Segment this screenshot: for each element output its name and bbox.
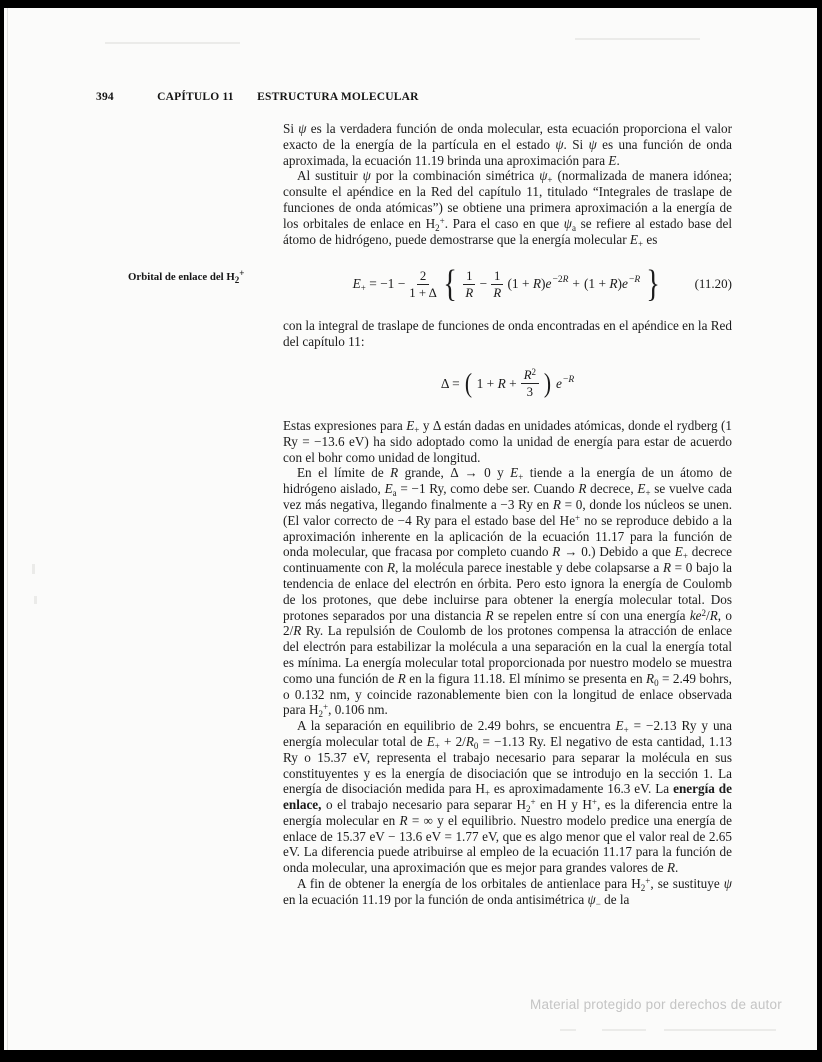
equation-body <box>441 368 574 400</box>
fraction: $\frac{2}{1 + \Delta}$ <box>409 268 437 300</box>
scan-artifact <box>560 1029 576 1031</box>
equation-number: (11.20) <box>694 276 732 292</box>
fraction: $\frac{1}{R}$ <box>463 269 475 301</box>
chapter-title: ESTRUCTURA MOLECULAR <box>257 91 419 103</box>
minus-sign: − <box>479 276 488 292</box>
body-paragraph: Si ψ es la verdadera función de onda molecular, esta ecuación proporciona el valor exacto de la energía de la partícula en el estado ψ. Si ψ es una función de onda aproximada, la ecuación 11.19 brinda una aproximación para E. <box>283 121 733 168</box>
body-paragraph: A la separación en equilibrio de 2.49 bohrs, se encuentra $E_+ = -2.13$ Ry y una energía molecular total de $E_+ + 2/R_0 = -1.13$ Ry. El negativo de esta cantidad, 1.13 Ry o 15.37 eV, representa el trabajo necesario para separar la molécula en sus constituyentes y es la energía de disociación que se introdujo en la sección 1. La energía de disociación medida para $H_+$ es aproximadamente 16.3 eV. La energía de enlace, o el trabajo necesario para separar $H_2^+$ en H y H+, es la diferencia entre la energía molecular en R = ∞ y el equilibrio. Nuestro modelo predice una energía de enlace de 15.37 eV − 13.6 eV = 1.77 eV, que es algo menor que el valor real de 2.65 eV. La diferencia puede atribuirse al empleo de la ecuación 11.17 para la función de onda molecular, una aproximación que es mejor para grandes valores de R. <box>283 718 733 876</box>
open-paren: ( <box>464 368 472 399</box>
plus-sign: + <box>572 276 580 292</box>
body-paragraph: A fin de obtener la energía de los orbitales de antienlace para $H_2^+$, se sustituye ψ en la ecuación 11.19 por la función de onda antisimétrica $\psi_-$ de la <box>283 876 732 909</box>
body-paragraph: Al sustituir ψ por la combinación simétrica $\psi_+$ (normalizada de manera idónea; consulte el apéndice en la Red del capítulo 11, titulado “Integrales de traslape de funciones de onda atómicas”) se obtiene una primera aproximación a la energía de los orbitales de enlace en $H_2^+$. Para el caso en que $\psi_a$ se refiere al estado base del átomo de hidrógeno, puede demostrarse que la energía molecular $E_+$ es <box>283 168 733 249</box>
eq-term: $e^{-R}$ <box>556 375 575 392</box>
equation-11-20 <box>128 260 732 308</box>
margin-note: Orbital de enlace del $H_2^+$ <box>128 268 245 286</box>
scan-artifact <box>602 1029 646 1031</box>
text-column <box>128 121 733 909</box>
book-page <box>4 8 817 1050</box>
eq-lhs: $E_+ = -1$ − <box>352 276 406 294</box>
equation-body <box>352 263 663 306</box>
eq-term: 1 + R + <box>476 376 517 392</box>
scan-artifact <box>32 564 35 574</box>
close-brace: } <box>646 263 661 306</box>
page-number: 394 <box>96 91 114 103</box>
close-paren: ) <box>543 368 552 399</box>
body-paragraph: En el límite de R grande, Δ → 0 y $E_+$ tiende a la energía de un átomo de hidrógeno aislado, $E_a = -1$ Ry, como debe ser. Cuando R decrece, $E_+$ se vuelve cada vez más negativa, llegando finalmente a −3 Ry en R = 0, donde los núcleos se unen. (El valor correcto de −4 Ry para el estado base del He+ no se reproduce debido a la aproximación inherente en la aplicación de la ecuación 11.17 para la función de onda molecular, que fracasa por completo cuando R → 0.) Debido a que $E_+$ decrece continuamente con R, la molécula parece inestable y debe colapsarse a R = 0 bajo la tendencia de enlace del electrón en órbita. Pero esto ignora la energía de Coulomb de los protones, que debe incluirse para obtener la energía molecular total. Dos protones separados por una distancia R se repelen entre sí con una energía $ke^2/R$, o 2/R Ry. La repulsión de Coulomb de los protones compensa la atracción de enlace del electrón para estabilizar la molécula a una separación en la cual la energía total es mínima. La energía molecular total proporcionada por nuestro modelo se muestra como una función de R en la figura 11.18. El mínimo se presenta en $R_0 = 2.49$ bohrs, o 0.132 nm, y coincide razonablemente bien con la longitud de enlace observada para $H_2^+$, 0.106 nm. <box>283 465 733 720</box>
fraction: $\frac{1}{R}$ <box>491 269 503 301</box>
scan-page-edge <box>7 8 8 1050</box>
copyright-watermark: Material protegido por derechos de autor <box>530 997 782 1012</box>
eq-term: $(1 + R)e^{-2R}$ <box>507 275 569 292</box>
running-head <box>96 91 419 103</box>
body-paragraph: Estas expresiones para $E_+$ y Δ están dadas en unidades atómicas, donde el rydberg (1 Ry = −13.6 eV) ha sido adoptado como la unidad de energía para estar de acuerdo con el bohr como unidad de longitud. <box>283 417 732 465</box>
open-brace: { <box>443 263 457 306</box>
scan-artifact <box>34 596 37 604</box>
scan-artifact <box>575 38 700 40</box>
body-paragraph: con la integral de traslape de funciones de onda encontradas en el apéndice en la Red del capítulo 11: <box>283 318 732 350</box>
fraction: $\frac{R^2}{3}$ <box>521 368 539 400</box>
scan-artifact <box>105 42 240 44</box>
eq-lhs: Δ = <box>440 376 460 392</box>
equation-delta <box>283 362 732 406</box>
chapter-label: CAPÍTULO 11 <box>157 91 234 103</box>
scan-artifact <box>664 1029 776 1031</box>
eq-term: $(1 + R)e^{-R}$ <box>583 275 641 292</box>
